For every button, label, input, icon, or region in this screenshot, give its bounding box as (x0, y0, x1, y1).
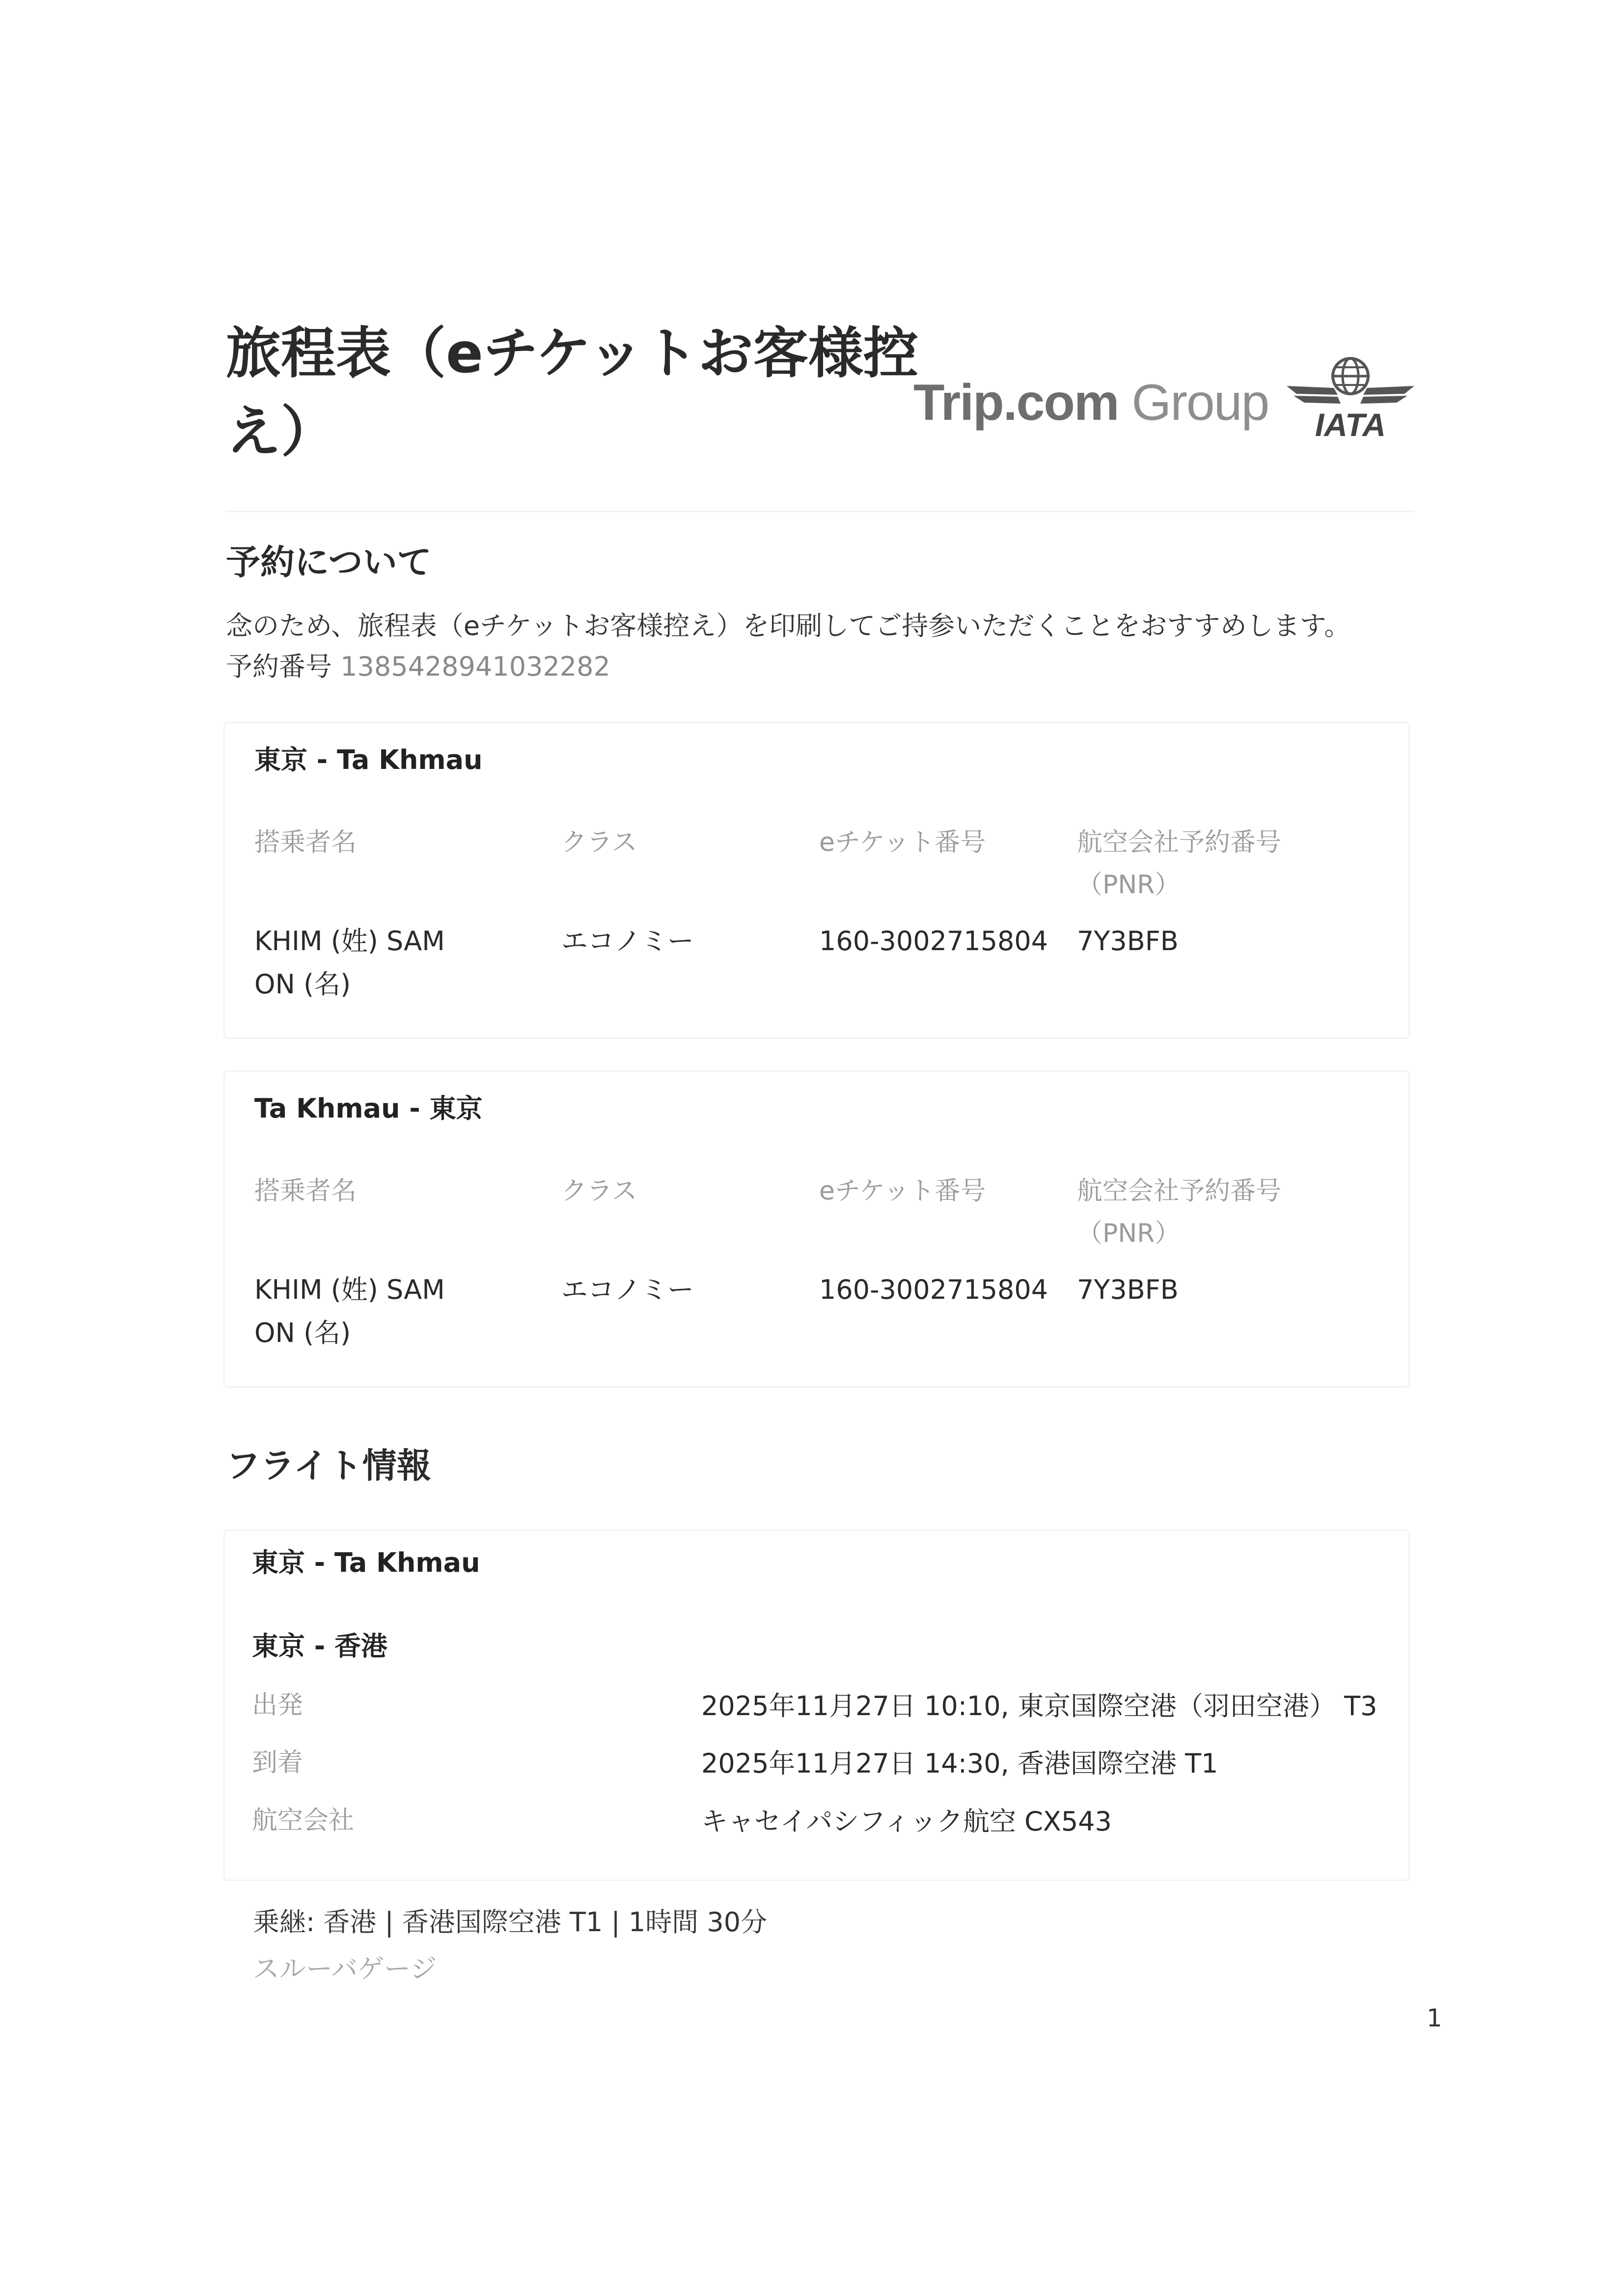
ticket-card-return (223, 1070, 1410, 1388)
pnr-header: 航空会社予約番号（PNR） (1077, 828, 1282, 900)
ticket-class: エコノミー (561, 1274, 694, 1305)
eticket-number: 160-3002715804 (819, 1274, 1048, 1305)
booking-number-value: 1385428941032282 (340, 651, 610, 682)
ticket-class: エコノミー (561, 926, 694, 957)
airline-value: キャセイパシフィック航空 CX543 (701, 1806, 1112, 1837)
flight-trip-route: 東京 - Ta Khmau (252, 1547, 480, 1578)
eticket-header: eチケット番号 (819, 1176, 986, 1206)
passenger-name: KHIM (姓) SAM ON (名) (254, 1274, 445, 1348)
passenger-name: KHIM (姓) SAM ON (名) (254, 926, 445, 1000)
pnr-header: 航空会社予約番号（PNR） (1077, 1176, 1282, 1248)
flight-info-section-title: フライト情報 (226, 1446, 431, 1486)
booking-note: 念のため、旅程表（eチケットお客様控え）を印刷してご持参いただくことをおすすめします。 (226, 610, 1351, 641)
ticket-route: Ta Khmau - 東京 (254, 1093, 483, 1124)
booking-number-label: 予約番号 (226, 651, 332, 682)
page-number: 1 (1427, 2004, 1442, 2032)
ticket-route: 東京 - Ta Khmau (254, 744, 483, 775)
pnr-value: 7Y3BFB (1077, 1274, 1179, 1305)
flight-segment-route: 東京 - 香港 (252, 1631, 388, 1662)
class-header: クラス (561, 1176, 637, 1206)
logo-area (913, 354, 1414, 442)
booking-section-title: 予約について (226, 542, 432, 582)
header-divider (226, 511, 1414, 512)
eticket-header: eチケット番号 (819, 828, 986, 857)
eticket-number: 160-3002715804 (819, 926, 1048, 957)
arrival-value: 2025年11月27日 14:30, 香港国際空港 T1 (701, 1748, 1218, 1779)
departure-value: 2025年11月27日 10:10, 東京国際空港（羽田空港） T3 (701, 1691, 1377, 1722)
iata-logo (1287, 354, 1414, 442)
ticket-card-outbound (223, 722, 1410, 1039)
class-header: クラス (561, 828, 637, 857)
document-title: 旅程表（eチケットお客様控え） (226, 322, 918, 464)
arrival-label: 到着 (252, 1748, 303, 1777)
tripcom-group-logo: Trip.com Group (913, 374, 1269, 431)
airline-label: 航空会社 (252, 1806, 355, 1835)
pnr-value: 7Y3BFB (1077, 926, 1179, 957)
passenger-header: 搭乗者名 (254, 828, 357, 857)
passenger-header: 搭乗者名 (254, 1176, 357, 1206)
through-baggage: スルーバゲージ (253, 1953, 437, 1984)
booking-number-row (226, 647, 610, 686)
transfer-info: 乗継: 香港 | 香港国際空港 T1 | 1時間 30分 (253, 1907, 768, 1938)
iata-logo-text: IATA (1315, 407, 1386, 442)
flight-card (223, 1530, 1410, 1881)
departure-label: 出発 (252, 1691, 303, 1720)
